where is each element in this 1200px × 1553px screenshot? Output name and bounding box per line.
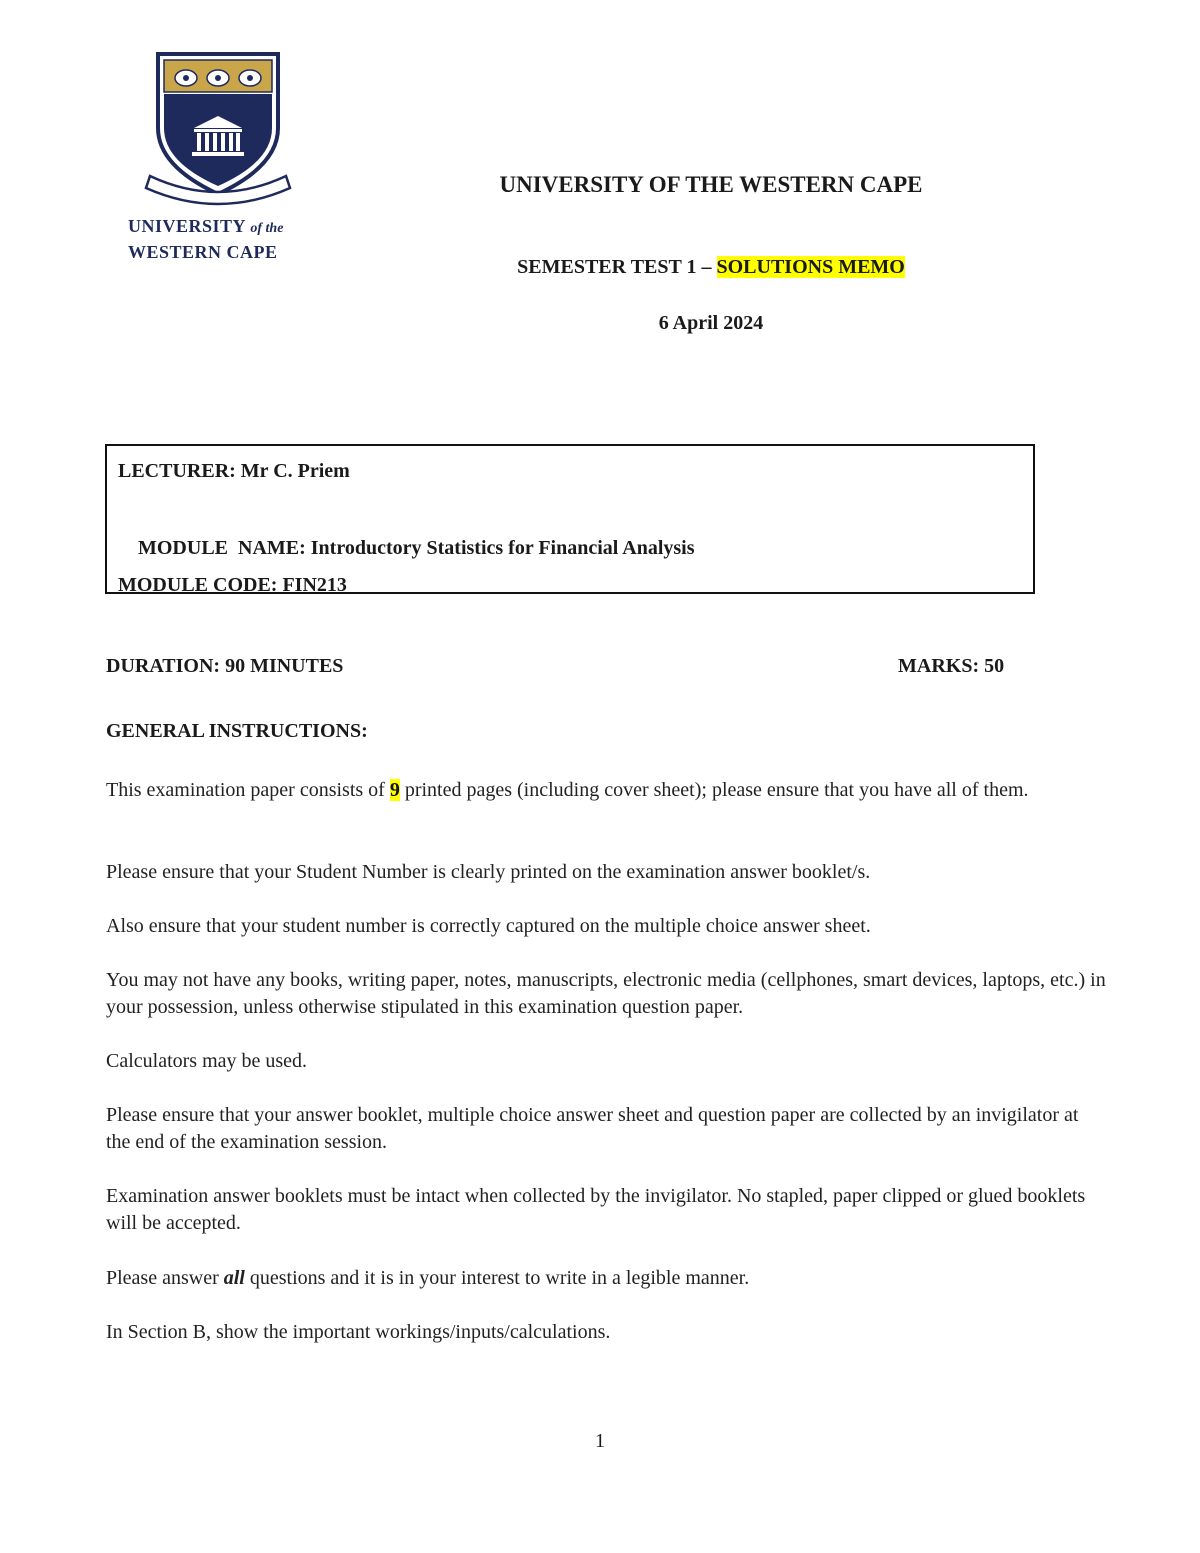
instruction-calculators: Calculators may be used. [106, 1050, 308, 1072]
instruction-booklets-intact: Examination answer booklets must be intact when collected by the invigilator. No stapled, paper clipped or glued booklets will be accepted. [106, 1185, 1086, 1234]
instruction-section-b: In Section B, show the important workings/inputs/calculations. [106, 1321, 611, 1343]
test-date: 6 April 2024 [658, 312, 764, 334]
test-title [400, 256, 1022, 279]
p1-before: This examination paper consists of [106, 779, 390, 801]
page-number: 1 [595, 1430, 605, 1452]
test-title-prefix: SEMESTER TEST 1 – [517, 256, 717, 278]
university-title: UNIVERSITY OF THE WESTERN CAPE [499, 172, 923, 197]
module-code-line [118, 574, 347, 597]
logo-wordmark-main: UNIVERSITY [128, 216, 246, 236]
instruction-collection: Please ensure that your answer booklet, multiple choice answer sheet and question paper are collected by an invigilator at the end of the examination session. [106, 1104, 1079, 1153]
p1-after: printed pages (including cover sheet); please ensure that you have all of them. [399, 779, 1029, 801]
instruction-prohibited-items: You may not have any books, writing paper, notes, manuscripts, electronic media (cellphones, smart devices, laptops, etc.) in your possession, unless otherwise stipulated in this examination question paper. [106, 969, 1106, 1018]
crest-icon [128, 48, 310, 208]
general-instructions-heading: GENERAL INSTRUCTIONS: [106, 720, 368, 742]
module-info-box [105, 444, 1035, 594]
logo-wordmark-line1 [128, 216, 310, 237]
instruction-student-number: Please ensure that your Student Number is clearly printed on the examination answer booklet/s. [106, 861, 871, 883]
lecturer-label: LECTURER: [118, 460, 236, 482]
instruction-answer-all [106, 1265, 1106, 1292]
lecturer-line [118, 460, 350, 483]
test-title-highlight: SOLUTIONS MEMO [716, 256, 905, 278]
module-name-line [118, 514, 695, 583]
page-count-highlight: 9 [389, 779, 400, 801]
p8-after: questions and it is in your interest to write in a legible manner. [244, 1267, 750, 1289]
module-code-value: FIN213 [277, 574, 347, 596]
p8-before: Please answer [106, 1267, 224, 1289]
university-logo [128, 48, 310, 270]
module-name-label: MODULE NAME: [138, 537, 306, 559]
module-name-value: Introductory Statistics for Financial Analysis [305, 537, 695, 559]
duration-label: DURATION: 90 MINUTES [106, 655, 344, 677]
lecturer-value: Mr C. Priem [235, 460, 350, 482]
instruction-page-count [106, 777, 1106, 804]
logo-wordmark-small: of the [250, 221, 284, 236]
p8-emphasis: all [223, 1267, 245, 1289]
marks-label: MARKS: 50 [898, 655, 1005, 677]
module-code-label: MODULE CODE: [118, 574, 278, 596]
logo-wordmark-line2: WESTERN CAPE [128, 242, 278, 262]
instruction-answer-sheet: Also ensure that your student number is correctly captured on the multiple choice answer sheet. [106, 915, 871, 937]
